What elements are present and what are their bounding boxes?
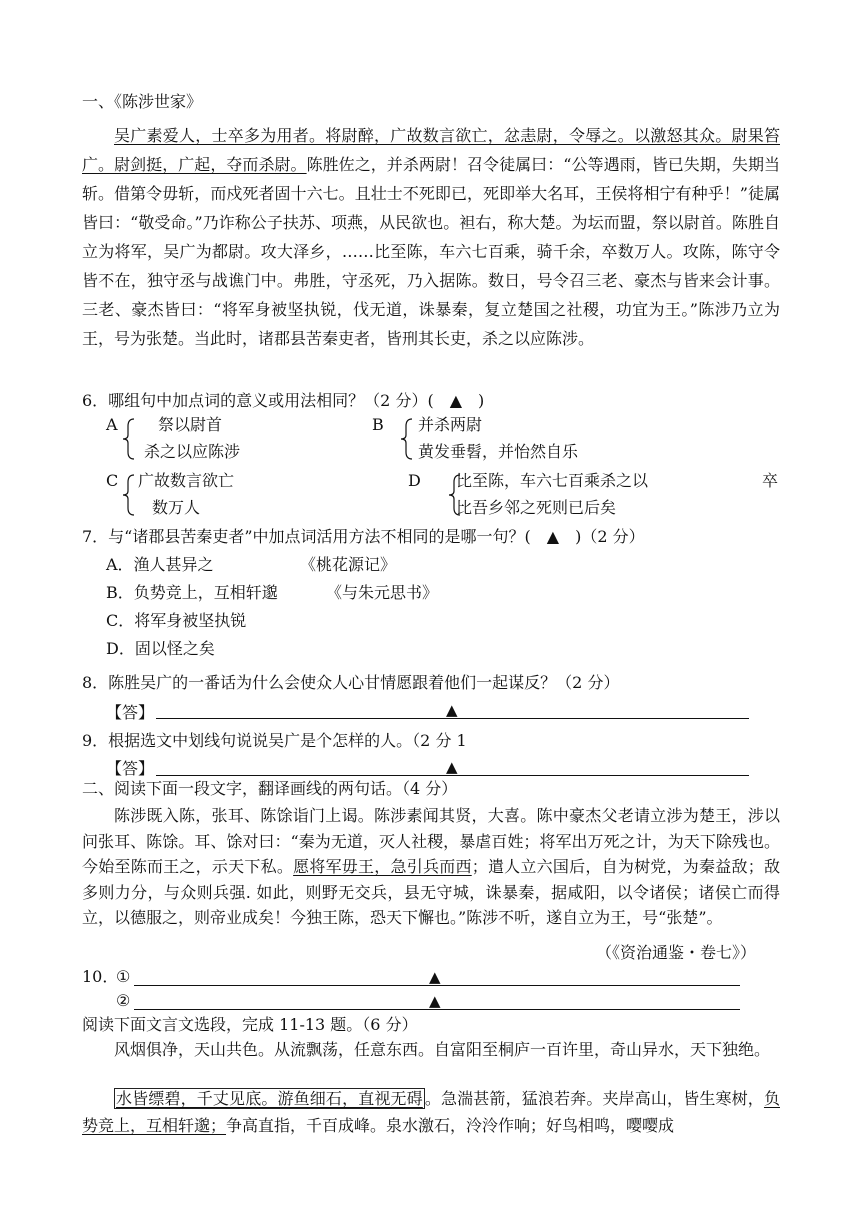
q6-b2: 黄发垂髫，并怡然自乐 (418, 442, 579, 461)
q6-d2: 比吾乡邻之死则已后矣 (456, 498, 617, 517)
q6-option-c-label: C (106, 471, 119, 490)
question-6-stem: 6．哪组句中加点词的意义或用法相同？（2 分）( ▲ ) (82, 391, 485, 410)
translation-item-1: ① (116, 967, 131, 986)
q6-a2: 杀之以应陈涉 (144, 442, 241, 461)
q6-d1: 比至陈，车六七百乘杀之以 (456, 471, 649, 490)
q6-a1: 祭以尉首 (158, 415, 223, 434)
passage-text: 陈胜佐之，并杀两尉！召令徒属曰：“公等遇雨，皆已失期，失期当斩。借第令毋斩，而戍死者固十六七。且壮士不死即已，死即举大名耳，王侯将相宁有种乎！”徒属皆曰：“敬受命。”乃诈称公子扶苏、项燕，从民欲也。袒右，称大楚。为坛而盟，祭以尉首。陈胜自立为将军，吴广为都尉。攻大泽乡，……比至陈，车六七百乘，骑千余，卒数万人。攻陈，陈守令皆不在，独守丞与战谯门中。弗胜，守丞死，乃入据陈。数日，号令召三老、豪杰与皆来会计事。三老、豪杰皆曰：“将军身被坚执锐，伐无道，诛暴秦，复立楚国之社稷，功宜为王。”陈涉乃立为王，号为张楚。当此时，诸郡县苦秦吏者，皆刑其长吏，杀之以应陈涉。 (82, 155, 780, 348)
underlined-passage: 吴广素爱人，士卒多为用者。将尉醉，广故数言欲亡，忿恚尉，令辱之。以激怒其众。尉果笞广。尉剑挺，广起，夺而杀尉。 (82, 126, 780, 174)
q6-option-b-label: B (372, 415, 384, 434)
q7-option-b: B．负势竞上，互相轩邈 (106, 583, 278, 602)
question-9-stem: 9．根据选文中划线句说说吴广是个怎样的人。（2 分 1 (82, 731, 467, 750)
answer-mark: ▲ (446, 758, 458, 776)
translation-item-2: ② (116, 991, 131, 1010)
q6-option-d-label: D (408, 471, 421, 490)
q7-option-d: D．固以怪之矣 (106, 639, 215, 658)
passage-zizhi-tongjian (82, 803, 780, 931)
answer-label: 【答】 (106, 759, 155, 778)
answer-mark: ▲ (446, 701, 458, 719)
passage-text: 陈涉既入陈，张耳、陈馀诣门上谒。陈涉素闻其贤，大喜。陈中豪杰父老请立涉为楚王，涉以问张耳、陈馀。耳、馀对曰：“秦为无道，灭人社稷，暴虐百姓；将军出万死之计，为天下除残也。今始至陈而王之，示天下私。 (82, 806, 780, 876)
q6-c1: 广故数言欲亡 (138, 471, 235, 490)
section-heading: 二、阅读下面一段文字，翻译画线的两句话。（4 分） (82, 779, 458, 798)
brace-icon (122, 418, 136, 460)
passage-text: 。急湍甚箭，猛浪若奔。夹岸高山，皆生寒树， (424, 1089, 764, 1108)
brace-icon (400, 418, 414, 460)
section-heading: 一、《陈涉世家》 (82, 92, 203, 111)
passage-yu-zhu-yuansi-2 (82, 1085, 780, 1139)
underlined-sentence: 愿将军毋王，急引兵而西 (293, 857, 472, 876)
q7-option-b-source: 《与朱元思书》 (326, 583, 439, 602)
passage-text: 争高直指，千百成峰。泉水激石，泠泠作响；好鸟相鸣，嘤嘤成 (226, 1116, 675, 1135)
passage-text: ；遣人立六国后，自为树党，为秦益敌；敌多则力分，与众则兵强. 如此，则野无交兵，县无守城，诛暴秦，据咸阳，以令诸侯；诸侯亡而得立，以德服之，则帝业成矣！今独王陈，恐天下懈也。”陈涉不听，遂自立为王，号“张楚”。 (82, 857, 780, 927)
question-10-number: 10． (82, 967, 119, 986)
answer-label: 【答】 (106, 703, 155, 722)
q7-option-a: A．渔人甚异之 (106, 555, 214, 574)
question-8-stem: 8．陈胜吴广的一番话为什么会使众人心甘情愿跟着他们一起谋反？（2 分） (82, 673, 620, 692)
answer-mark: ▲ (429, 968, 441, 986)
q7-option-a-source: 《桃花源记》 (300, 555, 397, 574)
brace-icon (122, 474, 136, 516)
passage-chen-she (82, 121, 780, 353)
passage-yu-zhu-yuansi: 风烟俱净，天山共色。从流飘荡，任意东西。自富阳至桐庐一百许里，奇山异水，天下独绝。 (114, 1040, 771, 1059)
q6-b1: 并杀两尉 (418, 415, 483, 434)
answer-mark: ▲ (429, 992, 441, 1010)
boxed-sentence: 水皆缥碧，千丈见底。游鱼细石，直视无碍 (116, 1089, 423, 1108)
underlined-phrase: 负势竞上，互相轩邈； (82, 1089, 780, 1135)
passage-source: （《资治通鉴・卷七》） (596, 943, 757, 962)
question-7-stem: 7．与“诸郡县苦秦吏者”中加点词活用方法不相同的是哪一句？( ▲ )（2 分） (82, 527, 645, 546)
q6-option-a-label: A (106, 415, 118, 434)
q7-option-c: C．将军身被坚执锐 (106, 611, 247, 630)
q6-c2: 数万人 (152, 498, 201, 517)
section-intro: 阅读下面文言文选段，完成 11-13 题。（6 分） (82, 1015, 418, 1034)
q6-d1-tail: 卒 (762, 471, 779, 490)
